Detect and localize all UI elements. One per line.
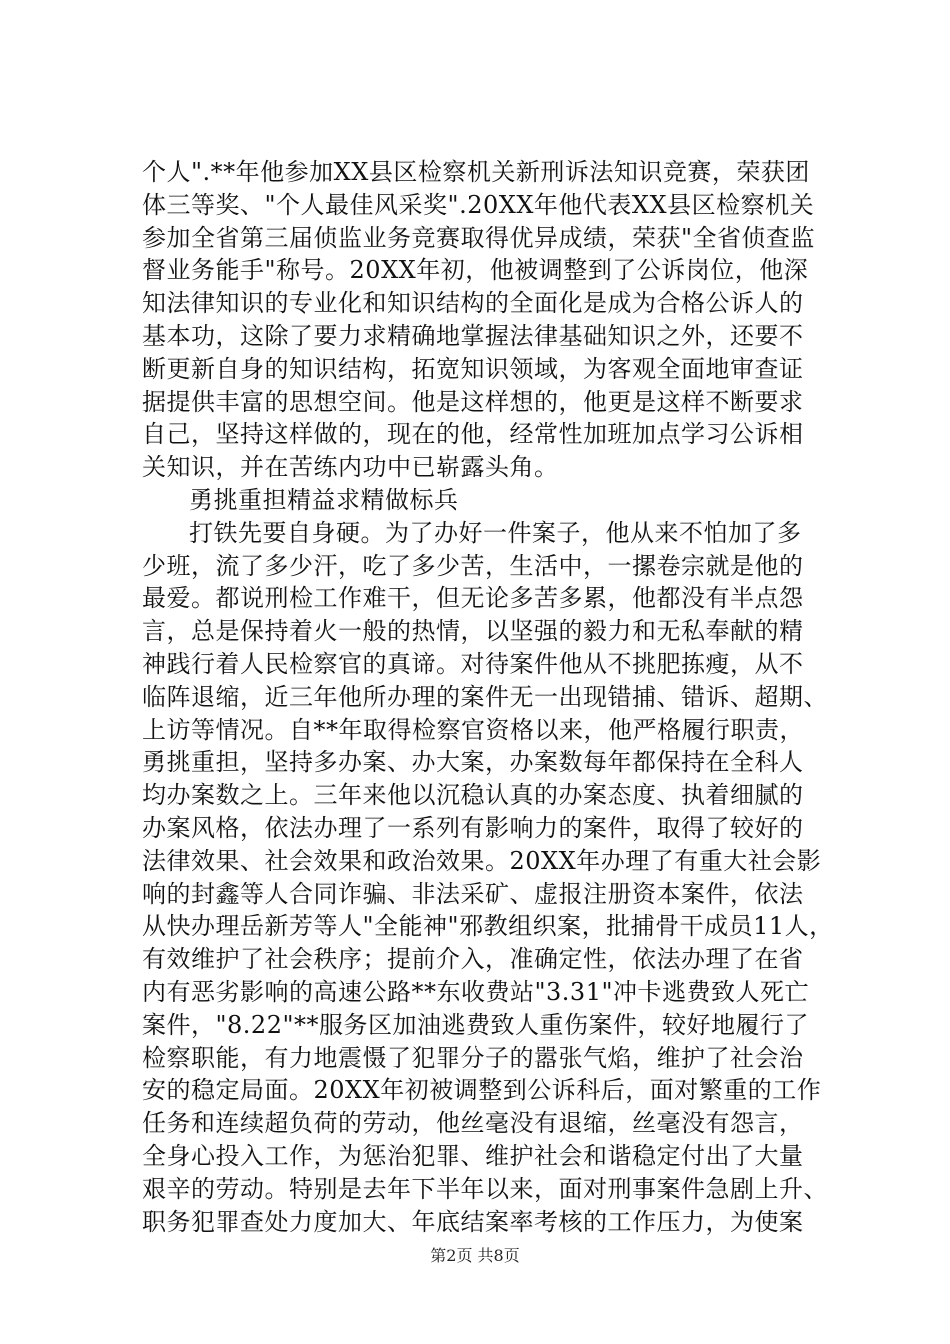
text-line: 上访等情况。自**年取得检察官资格以来，他严格履行职责， [142,715,804,744]
page-footer [0,1246,950,1266]
text-line: 职务犯罪查处力度加大、年底结案率考核的工作压力，为使案 [142,1207,804,1236]
text-line: 案件，"8.22"**服务区加油逃费致人重伤案件，较好地履行了 [142,1010,810,1039]
document-body [142,156,842,1238]
text-line: 神践行着人民检察官的真谛。对待案件他从不挑肥拣瘦，从不 [142,649,804,678]
text-line: 法律效果、社会效果和政治效果。20XX年办理了有重大社会影 [142,846,822,875]
text-line: 据提供丰富的思想空间。他是这样想的，他更是这样不断要求 [142,387,804,416]
text-line: 知法律知识的专业化和知识结构的全面化是成为合格公诉人的 [142,289,804,318]
text-line: 响的封鑫等人合同诈骗、非法采矿、虚报注册资本案件，依法 [142,879,804,908]
text-line: 检察职能，有力地震慑了犯罪分子的嚣张气焰，维护了社会治 [142,1043,804,1072]
text-line: 断更新自身的知识结构，拓宽知识领域，为客观全面地审查证 [142,354,804,383]
text-line: 全身心投入工作，为惩治犯罪、维护社会和谐稳定付出了大量 [142,1141,804,1170]
text-line: 勇挑重担，坚持多办案、办大案，办案数每年都保持在全科人 [142,748,804,777]
text-line: 有效维护了社会秩序；提前介入，准确定性，依法办理了在省 [142,945,804,974]
section-heading: 勇挑重担精益求精做标兵 [189,485,459,514]
text-line: 安的稳定局面。20XX年初被调整到公诉科后，面对繁重的工作 [142,1076,822,1105]
page-number: 第2页 共8页 [430,1246,520,1265]
text-line: 任务和连续超负荷的劳动，他丝毫没有退缩，丝毫没有怨言， [142,1109,804,1138]
text-line: 督业务能手"称号。20XX年初，他被调整到了公诉岗位，他深 [142,256,809,285]
text-line: 言，总是保持着火一般的热情，以坚强的毅力和无私奉献的精 [142,617,804,646]
text-line: 参加全省第三届侦监业务竞赛取得优异成绩，荣获"全省侦查监 [142,223,816,252]
text-line: 少班，流了多少汗，吃了多少苦，生活中，一摞卷宗就是他的 [142,551,804,580]
text-line: 体三等奖、"个人最佳风采奖".20XX年他代表XX县区检察机关 [142,190,815,219]
text-line: 均办案数之上。三年来他以沉稳认真的办案态度、执着细腻的 [142,781,804,810]
text-line: 自己，坚持这样做的，现在的他，经常性加班加点学习公诉相 [142,420,804,449]
paragraph-first-line: 打铁先要自身硬。为了办好一件案子，他从来不怕加了多 [189,518,802,547]
text-line: 基本功，这除了要力求精确地掌握法律基础知识之外，还要不 [142,321,804,350]
text-line: 从快办理岳新芳等人"全能神"邪教组织案，批捕骨干成员11人， [142,912,834,941]
text-line: 个人".**年他参加XX县区检察机关新刑诉法知识竞赛，荣获团 [142,158,810,186]
text-line: 最爱。都说刑检工作难干，但无论多苦多累，他都没有半点怨 [142,584,804,613]
text-line: 艰辛的劳动。特别是去年下半年以来，面对刑事案件急剧上升、 [142,1174,828,1203]
text-line: 关知识，并在苦练内功中已崭露头角。 [142,453,559,482]
text-line: 临阵退缩，近三年他所办理的案件无一出现错捕、错诉、超期、 [142,682,828,711]
text-line: 内有恶劣影响的高速公路**东收费站"3.31"冲卡逃费致人死亡 [142,977,810,1006]
text-line: 办案风格，依法办理了一系列有影响力的案件，取得了较好的 [142,813,804,842]
